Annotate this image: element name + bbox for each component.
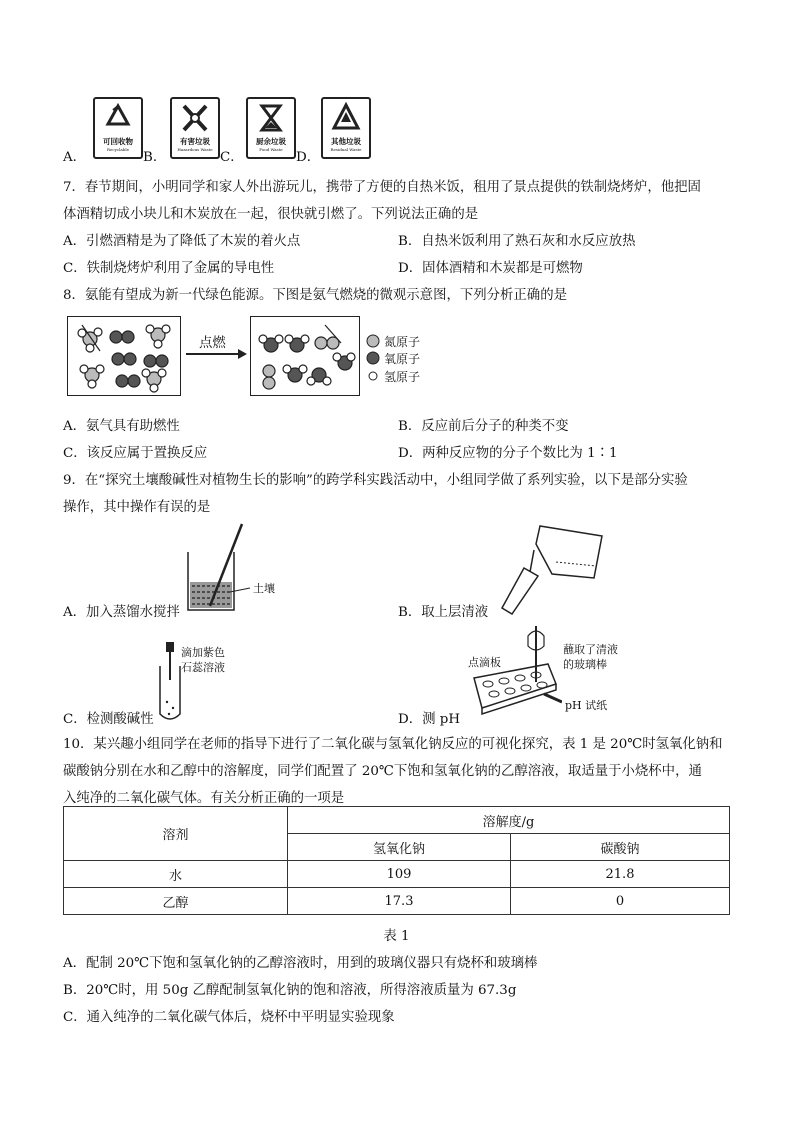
h2o-molecule (259, 335, 283, 352)
reactant-molecules (68, 317, 180, 395)
q9-stem-line2: 操作，其中操作有误的是 (63, 500, 211, 515)
h2o-molecule (307, 368, 331, 385)
ph-paper-label: pH 试纸 (565, 699, 608, 712)
o2-molecule (110, 331, 134, 343)
food-waste-sign (246, 97, 296, 159)
header-na2co3: 碳酸钠 (511, 834, 730, 861)
recyclable-sign (93, 97, 143, 159)
row-na2co3: 21.8 (511, 861, 730, 888)
table-row (64, 888, 730, 915)
row-naoh: 109 (288, 861, 511, 888)
ph-test-figure (452, 624, 562, 718)
q8-stem: 8．氨能有望成为新一代绿色能源。下图是氨气燃烧的微观示意图，下列分析正确的是 (63, 288, 567, 303)
q7-option-a[interactable]: A．引燃酒精是为了降低了木炭的着火点 (63, 234, 301, 249)
food-waste-sign-en: Food Waste (259, 147, 283, 152)
oxygen-atom-icon (366, 351, 380, 365)
q9-option-b[interactable]: B．取上层清液 (398, 605, 489, 620)
spot-plate-label: 点滴板 (468, 656, 501, 669)
n2-molecule (315, 337, 339, 349)
row-na2co3: 0 (511, 888, 730, 915)
recycle-icon (95, 102, 141, 134)
q10-stem-line1: 10．某兴趣小组同学在老师的指导下进行了二氧化碳与氢氧化钠反应的可视化探究，表 1 是 20℃时氢氧化钠和 (63, 737, 723, 752)
residual-waste-sign-en: Residual Waste (330, 147, 362, 152)
n2-molecule (263, 365, 275, 389)
q10-option-b[interactable]: B．20℃时，用 50g 乙醇配制氢氧化钠的饱和溶液，所得溶液质量为 67.3g (63, 983, 517, 998)
q8-products-box (250, 316, 360, 396)
header-solubility: 溶解度/g (288, 807, 730, 834)
ignite-label: 点燃 (199, 336, 226, 351)
q10-stem-line2: 碳酸钠分别在水和乙醇中的溶解度，同学们配置了 20℃下饱和氢氧化钠的乙醇溶液，取适量于小烧杯中，通 (63, 764, 702, 779)
recyclable-sign-en: Recyclable (107, 147, 129, 152)
nitrogen-atom-icon (366, 334, 380, 348)
soil-label: 土壤 (253, 582, 275, 595)
residual-waste-sign (321, 97, 371, 159)
solubility-table (63, 806, 730, 915)
row-naoh: 17.3 (288, 888, 511, 915)
nh3-molecule (80, 365, 104, 388)
q9-stem-line1: 9．在“探究土壤酸碱性对植物生长的影响”的跨学科实践活动中，小组同学做了系列实验，以下是部分实验 (63, 473, 688, 488)
q8-option-b[interactable]: B．反应前后分子的种类不变 (398, 419, 569, 434)
q6-option-b-letter[interactable]: B． (143, 150, 167, 165)
beaker-stirring-figure (184, 522, 274, 616)
q8-reactants-box (67, 316, 181, 396)
glass-rod-label-line2: 的玻璃棒 (563, 658, 607, 671)
hazardous-sign-en: Hazardous Waste (177, 147, 213, 152)
nh3-molecule (146, 325, 170, 348)
product-molecules (251, 317, 359, 395)
q9-option-a[interactable]: A．加入蒸馏水搅拌 (63, 605, 180, 620)
q7-stem-line1: 7．春节期间，小明同学和家人外出游玩儿，携带了方便的自热米饭，租用了景点提供的铁制烧烤炉，他把固 (63, 180, 701, 195)
q10-option-a[interactable]: A．配制 20℃下饱和氢氧化钠的乙醇溶液时，用到的玻璃仪器只有烧杯和玻璃棒 (63, 956, 538, 971)
recyclable-sign-cn: 可回收物 (103, 137, 133, 146)
hazardous-sign (170, 97, 220, 159)
hydrogen-atom-icon (366, 369, 380, 383)
q6-option-c-letter[interactable]: C． (220, 150, 244, 165)
q8-option-a[interactable]: A．氨气具有助燃性 (63, 419, 180, 434)
nh3-molecule (142, 369, 166, 392)
legend-hydrogen-label: 氢原子 (384, 370, 421, 384)
q10-stem-line3: 入纯净的二氧化碳气体。有关分析正确的一项是 (63, 791, 345, 806)
hazard-x-icon (172, 102, 218, 134)
q9-option-d[interactable]: D．测 pH (398, 712, 461, 727)
hazardous-sign-cn: 有害垃圾 (180, 137, 210, 146)
q6-option-d-letter[interactable]: D． (296, 150, 321, 165)
q9-option-c[interactable]: C．检测酸碱性 (63, 712, 154, 727)
h2o-molecule (283, 365, 307, 382)
q7-option-c[interactable]: C．铁制烧烤炉利用了金属的导电性 (63, 261, 275, 276)
pouring-liquid-figure (500, 522, 610, 616)
q7-option-d[interactable]: D．固体酒精和木炭都是可燃物 (398, 261, 583, 276)
hourglass-icon (248, 102, 294, 134)
o2-molecule (144, 355, 168, 367)
q8-option-d[interactable]: D．两种反应物的分子个数比为 1∶1 (398, 446, 618, 461)
header-solvent: 溶剂 (64, 807, 288, 861)
table-row (64, 861, 730, 888)
reaction-arrow (184, 347, 248, 361)
residual-waste-sign-cn: 其他垃圾 (331, 137, 361, 146)
litmus-label-line1: 滴加紫色 (181, 646, 225, 659)
header-naoh: 氢氧化钠 (288, 834, 511, 861)
glass-rod-label-line1: 蘸取了清液 (563, 643, 618, 656)
q7-stem-line2: 体酒精切成小块儿和木炭放在一起，很快就引燃了。下列说法正确的是 (63, 207, 479, 222)
o2-molecule (112, 353, 136, 365)
q8-option-c[interactable]: C．该反应属于置换反应 (63, 446, 208, 461)
residual-triangle-icon (323, 102, 369, 134)
q10-option-c[interactable]: C．通入纯净的二氧化碳气体后，烧杯中平明显实验现象 (63, 1010, 395, 1025)
q7-option-b[interactable]: B．自热米饭利用了熟石灰和水反应放热 (398, 234, 636, 249)
legend-nitrogen-label: 氮原子 (384, 335, 421, 349)
q6-option-a-letter[interactable]: A． (63, 150, 87, 165)
o2-molecule (116, 375, 140, 387)
row-solvent: 乙醇 (64, 888, 288, 915)
h2o-molecule (285, 335, 309, 352)
legend-oxygen-label: 氧原子 (384, 352, 421, 366)
h2o-molecule (333, 353, 355, 370)
litmus-label-line2: 石蕊溶液 (181, 661, 225, 674)
row-solvent: 水 (64, 861, 288, 888)
food-waste-sign-cn: 厨余垃圾 (256, 137, 286, 146)
table-caption: 表 1 (383, 929, 410, 944)
